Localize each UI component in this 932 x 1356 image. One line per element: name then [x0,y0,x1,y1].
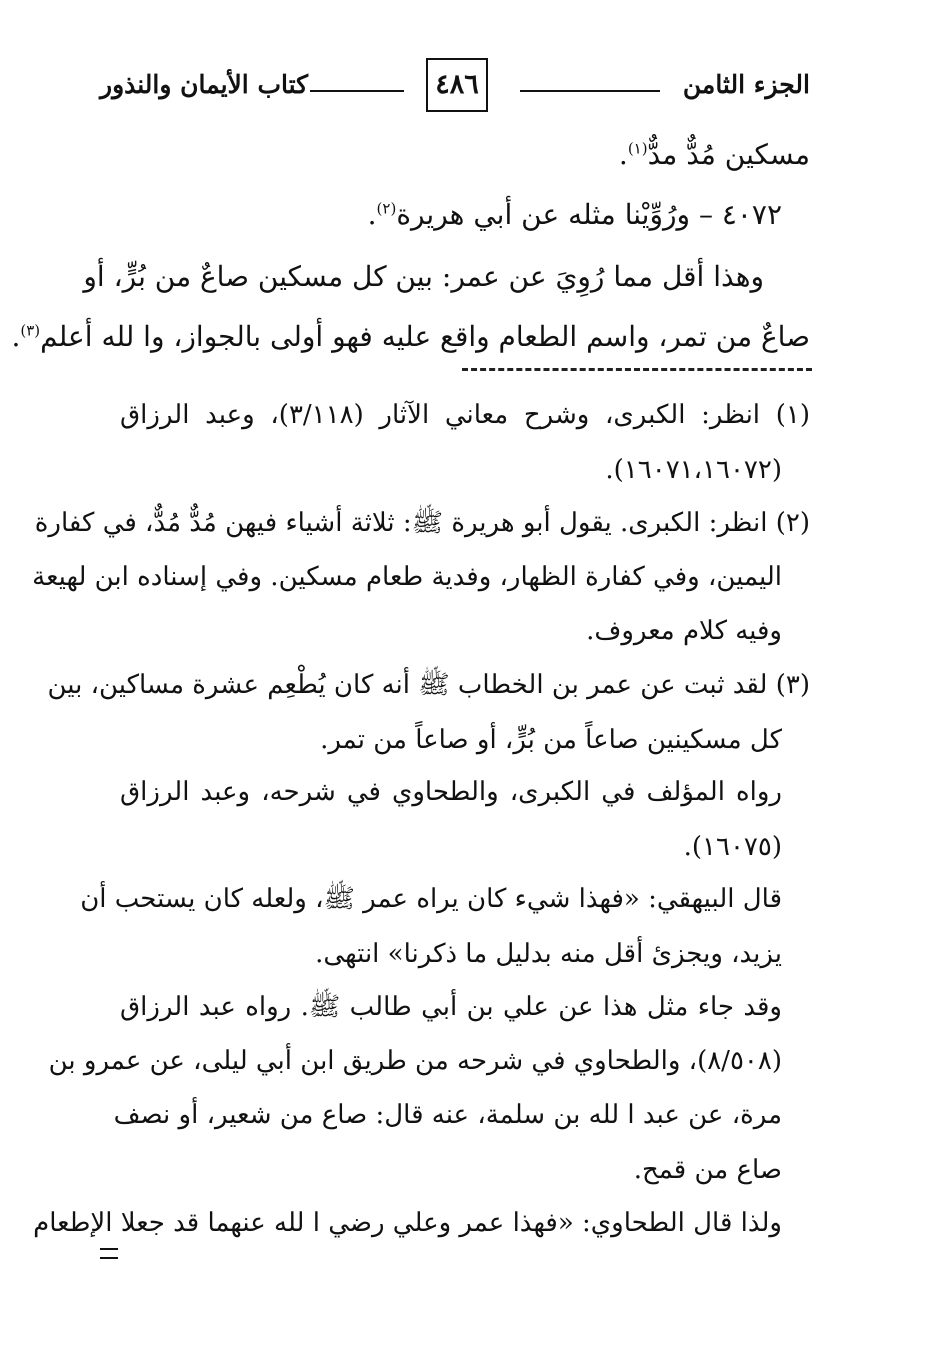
footnote-line: قال البيهقي: «فهذا شيء كان يراه عمر ﷺ، ولعله كان يستحب أن [80,884,782,914]
page-number: ٤٨٦ [426,58,488,112]
footnote-line: مرة، عن عبد ا لله بن سلمة، عنه قال: صاع من شعير، أو نصف [113,1100,782,1130]
header-rule-left [310,90,404,92]
header-part: الجزء الثامن [682,70,810,99]
footnote-ref: (١) [627,139,648,158]
footnote-line: (١) انظر: الكبرى، وشرح معاني الآثار (٣/١١٨)، وعبد الرزاق [120,400,810,430]
footnote-ref: (٢) [376,199,397,218]
header-book-title: كتاب الأيمان والنذور [100,70,309,99]
footnote-line: يزيد، ويجزئ أقل منه بدليل ما ذكرنا» انتهى. [315,939,782,969]
footnote-line: رواه المؤلف في الكبرى، والطحاوي في شرحه، وعبد الرزاق [120,777,782,807]
continuation-mark [100,1248,118,1259]
footnote-line: وقد جاء مثل هذا عن علي بن أبي طالب ﷺ. رواه عبد الرزاق [120,992,782,1022]
footnote-line: (٨/٥٠٨)، والطحاوي في شرحه من طريق ابن أبي ليلى، عن عمرو بن [48,1046,782,1076]
header-rule-right [520,90,660,92]
footnote-line: (٢) انظر: الكبرى. يقول أبو هريرة ﷺ: ثلاثة أشياء فيهن مُدٌّ مُدٌّ، في كفارة [34,508,810,538]
footnote-line: وفيه كلام معروف. [586,616,782,646]
body-line: وهذا أقل مما رُوِيَ عن عمر: بين كل مسكين صاعٌ من بُرٍّ، أو [83,260,764,293]
footnote-line: كل مسكينين صاعاً من بُرٍّ، أو صاعاً من تمر. [320,725,782,755]
hadith-line: ٤٠٧٢ – ورُوِّيْنا مثله عن أبي هريرة$^{(٢)}$. [367,198,782,231]
running-header [100,56,810,112]
footnote-ref: (٣) [20,321,41,340]
body-line: صاعٌ من تمر، واسم الطعام واقع عليه فهو أولى بالجواز، وا لله أعلم$^{(٣)}$. [11,320,810,353]
footnote-line: صاع من قمح. [633,1155,782,1185]
footnote-separator [462,368,812,371]
footnote-line: (٣) لقد ثبت عن عمر بن الخطاب ﷺ أنه كان يُطْعِم عشرة مساكين، بين [47,670,810,700]
body-line: مسكين مُدٌّ مدٌّ$^{(١)}$. [618,138,810,171]
footnote-line: (١٦٠٧١،١٦٠٧٢). [605,455,782,485]
footnote-line: ولذا قال الطحاوي: «فهذا عمر وعلي رضي ا لله عنهما قد جعلا الإطعام [33,1208,782,1238]
footnote-line: اليمين، وفي كفارة الظهار، وفدية طعام مسكين. وفي إسناده ابن لهيعة [32,562,782,592]
footnote-line: (١٦٠٧٥). [683,832,782,862]
